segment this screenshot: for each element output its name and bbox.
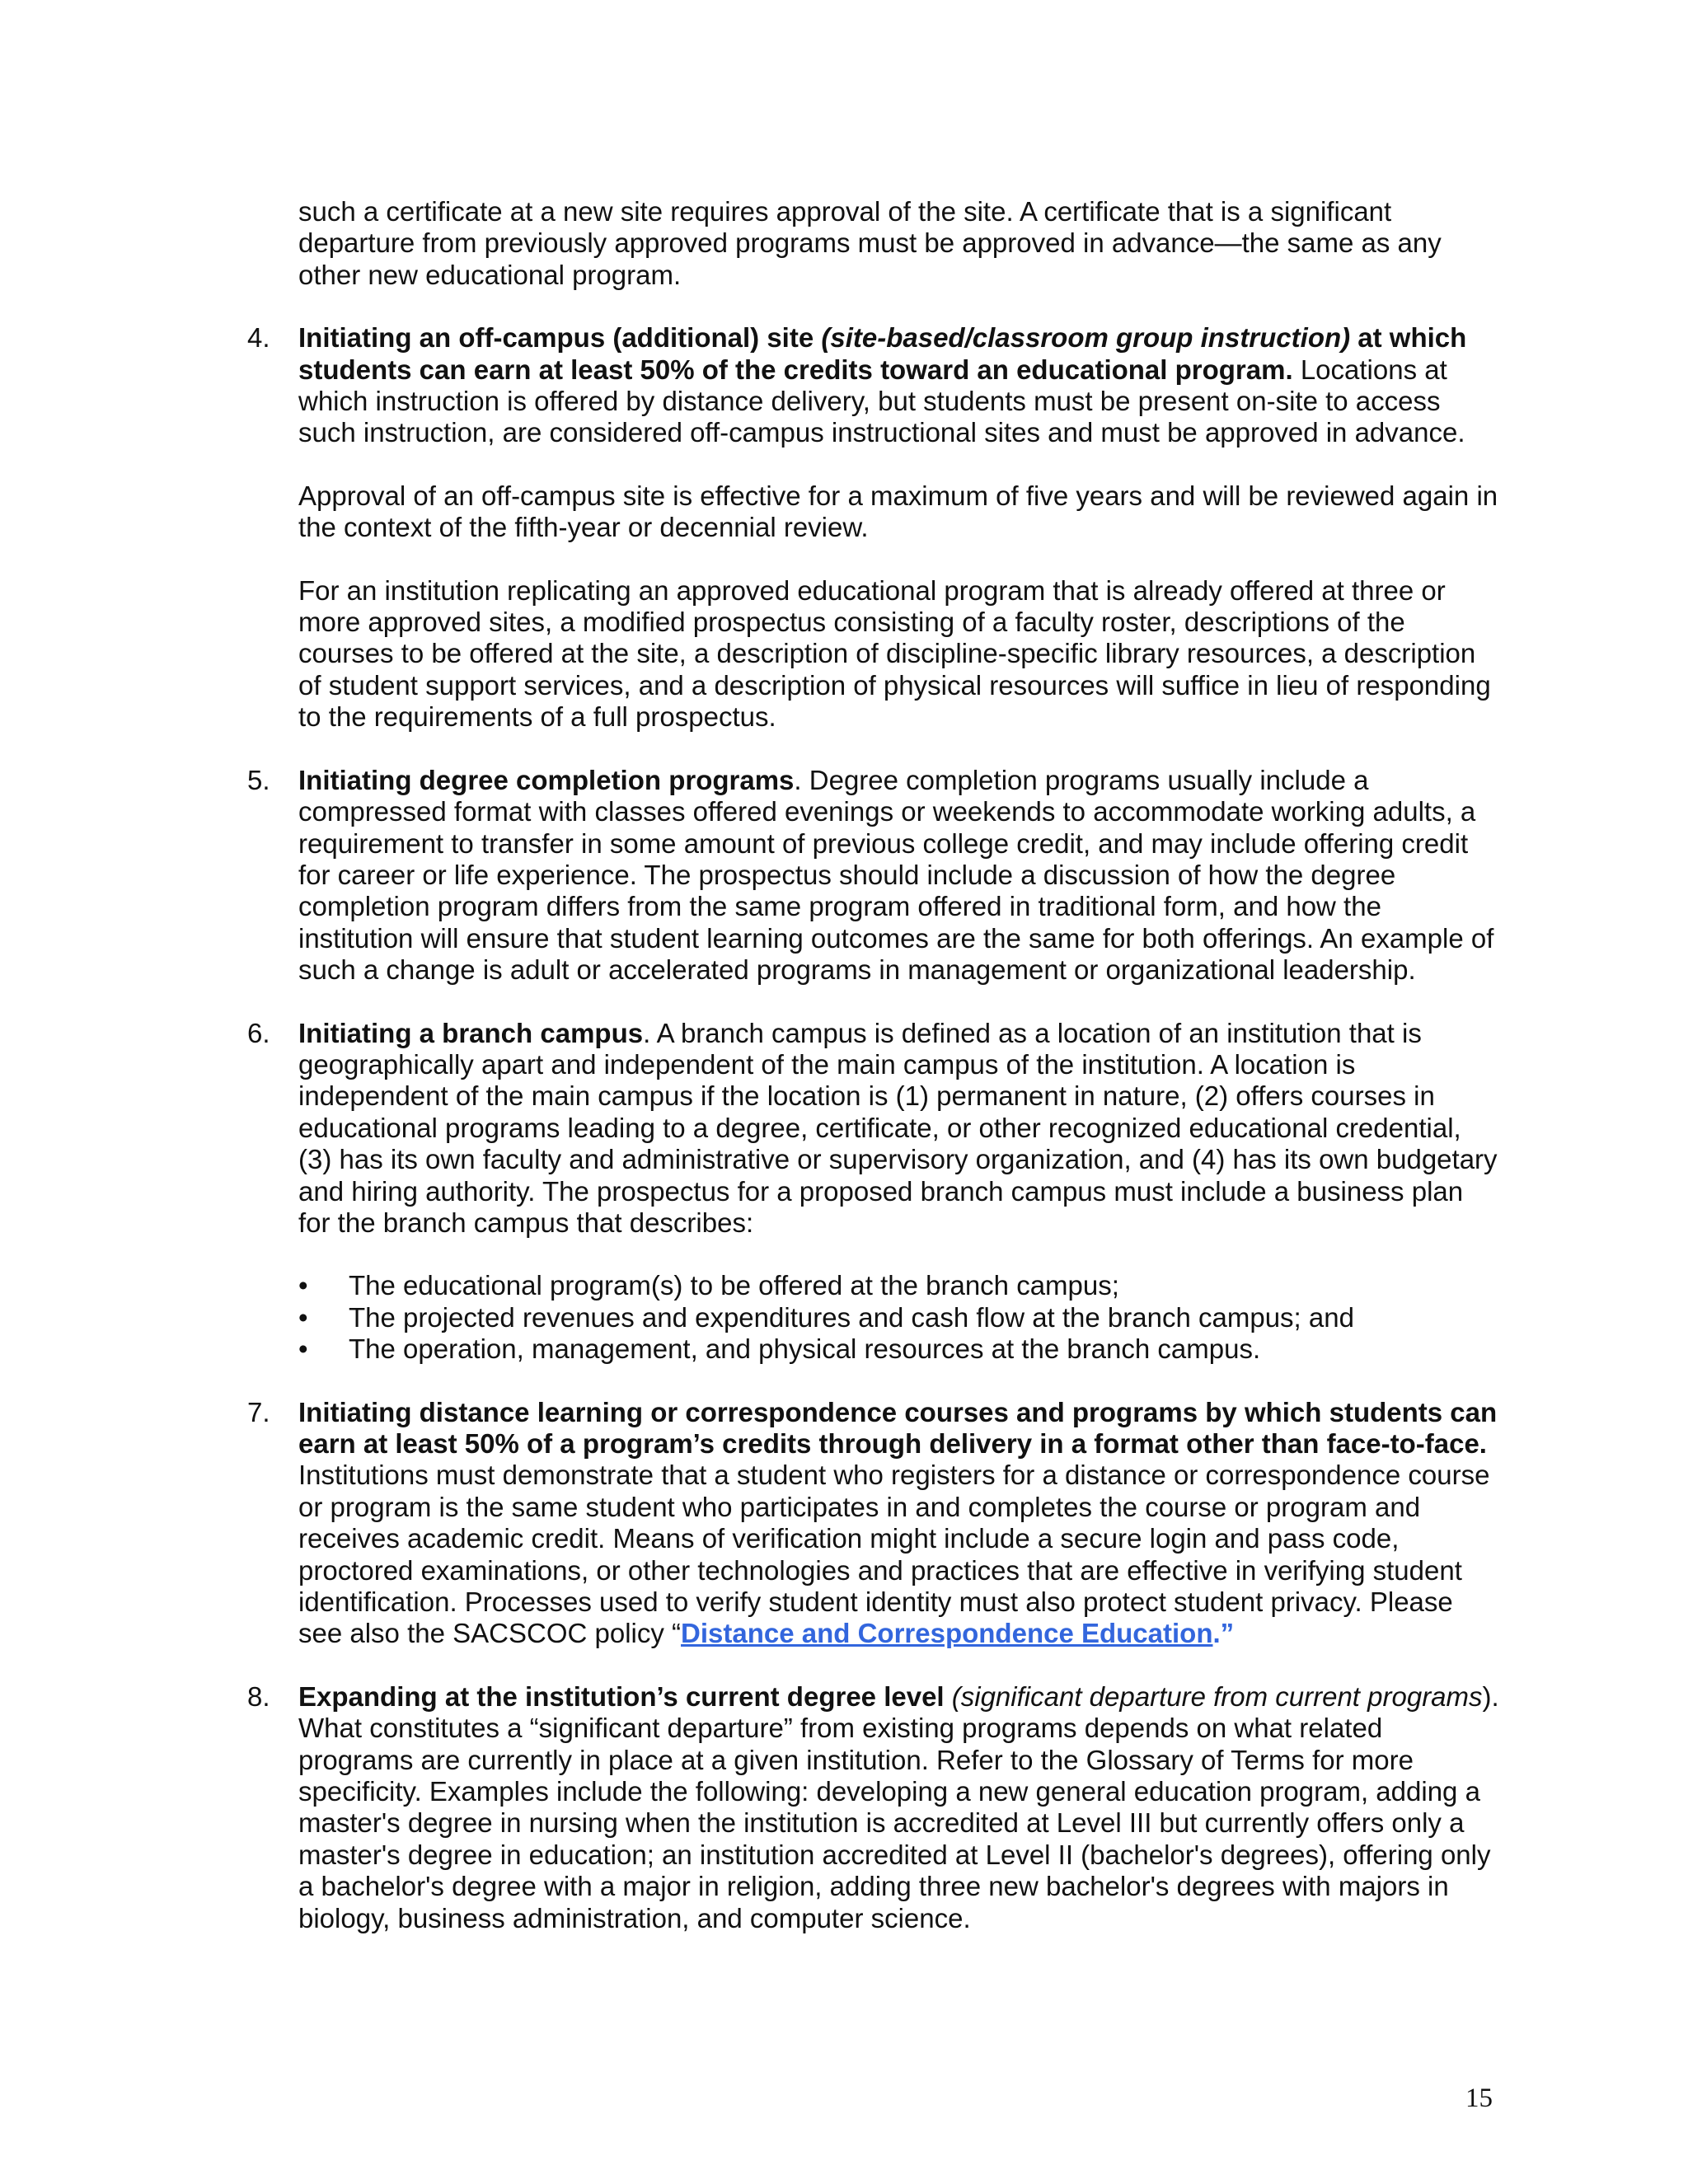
- list-item-5: [247, 765, 1500, 987]
- item-number: 5.: [247, 764, 270, 795]
- item-number: 7.: [247, 1396, 270, 1427]
- item-4-heading: Initiating an off-campus (additional) site: [298, 322, 822, 354]
- bullet-item: [298, 1302, 1500, 1333]
- item-8-paragraph: [298, 1681, 1500, 1934]
- item-7-heading: Initiating distance learning or correspondence courses and programs by which students can earn at least 50% of a program’s credits through delivery in a format other than face-to-face.: [298, 1396, 1498, 1459]
- item-4-heading-italic: (site-based/classroom group instruction): [821, 322, 1351, 354]
- bullet-text: The educational program(s) to be offered at the branch campus;: [349, 1270, 1119, 1301]
- item-6-body: . A branch campus is defined as a location of an institution that is geographically apart and independent of the main campus of the institution. A location is independent of the main campus if the location is (1) permanent in nature, (2) offers courses in educational programs leading to a degree, certificate, or other recognized educational credential, (3) has its own faculty and administrative or supervisory organization, and (4) has its own budgetary and hiring authority. The prospectus for a proposed branch campus must include a business plan for the branch campus that describes:: [298, 1017, 1498, 1238]
- item-number: 8.: [247, 1680, 270, 1712]
- item-8-heading: Expanding at the institution’s current degree level: [298, 1680, 945, 1712]
- item-8-body: ). What constitutes a “significant departure” from existing programs depends on what related programs are currently in place at a given institution. Refer to the Glossary of Terms for more specificity. Examples include the following: developing a new general education program, adding a master's degree in nursing when the institution is accredited at Level III but currently offers only a master's degree in education; an institution accredited at Level II (bachelor's degrees), offering only a bachelor's degree with a major in religion, adding three new bachelor's degrees with majors in biology, business administration, and computer science.: [298, 1680, 1499, 1933]
- item-5-paragraph: [298, 765, 1500, 987]
- intro-paragraph: such a certificate at a new site requires approval of the site. A certificate that is a significant departure from previously approved programs must be approved in advance—the same as any other new educational program.: [298, 196, 1442, 290]
- item-7-body: Institutions must demonstrate that a student who registers for a distance or correspondence course or program is the same student who participates in and completes the course or program and receives academic credit. Means of verification might include a secure login and pass code, proctored examinations, or other technologies and practices that are effective in verifying student identification. Processes used to verify student identity must also protect student privacy. Please see also the SACSCOC policy “: [298, 1460, 1490, 1649]
- bullet-text: The projected revenues and expenditures and cash flow at the branch campus; and: [349, 1301, 1354, 1333]
- list-item-7: [247, 1397, 1500, 1650]
- bullet-item: [298, 1270, 1500, 1301]
- list-item-8: [247, 1681, 1500, 1934]
- item-7-paragraph: [298, 1397, 1500, 1650]
- branch-campus-bullet-list: [298, 1270, 1500, 1365]
- list-item-6: [247, 1018, 1500, 1366]
- item-5-body: . Degree completion programs usually include a compressed format with classes offered evenings or weekends to accommodate working adults, a requirement to transfer in some amount of previous college credit, and may include offering credit for career or life experience. The prospectus should include a discussion of how the degree completion program differs from the same program offered in traditional form, and how the institution will ensure that student learning outcomes are the same for both offerings. An example of such a change is adult or accelerated programs in management or organizational leadership.: [298, 764, 1494, 986]
- list-item-4: [247, 322, 1500, 733]
- bullet-text: The operation, management, and physical resources at the branch campus.: [349, 1333, 1261, 1365]
- page-content: [247, 196, 1500, 1966]
- page-number: 15: [1465, 2083, 1493, 2113]
- bullet-icon: •: [298, 1333, 308, 1365]
- item-5-heading: Initiating degree completion programs: [298, 764, 795, 795]
- item-4-paragraph-2: Approval of an off-campus site is effective for a maximum of five years and will be reviewed again in the context of the fifth-year or decennial review.: [298, 480, 1498, 543]
- item-4-paragraph-1: [298, 322, 1500, 449]
- item-8-heading-italic: (significant departure from current programs: [944, 1680, 1483, 1712]
- item-6-heading: Initiating a branch campus: [298, 1017, 644, 1048]
- item-7-closing-quote: .”: [1212, 1618, 1235, 1649]
- bullet-icon: •: [298, 1301, 308, 1333]
- item-number: 6.: [247, 1017, 270, 1048]
- item-4-heading-cont: at which students can earn at least 50% of the credits toward an educational program.: [298, 322, 1467, 385]
- item-4-paragraph-3: For an institution replicating an approved educational program that is already offered at three or more approved sites, a modified prospectus consisting of a faculty roster, descriptions of the courses to be offered at the site, a description of discipline-specific library resources, a description of student support services, and a description of physical resources will suffice in lieu of responding to the requirements of a full prospectus.: [298, 574, 1491, 733]
- item-number: 4.: [247, 322, 270, 354]
- item-6-paragraph: [298, 1018, 1500, 1240]
- distance-education-policy-link[interactable]: Distance and Correspondence Education: [681, 1618, 1213, 1649]
- item-4-body: Locations at which instruction is offered by distance delivery, but students must be present on-site to access such instruction, are considered off-campus instructional sites and must be approved in advance.: [298, 354, 1465, 448]
- bullet-icon: •: [298, 1270, 308, 1301]
- bullet-item: [298, 1333, 1500, 1365]
